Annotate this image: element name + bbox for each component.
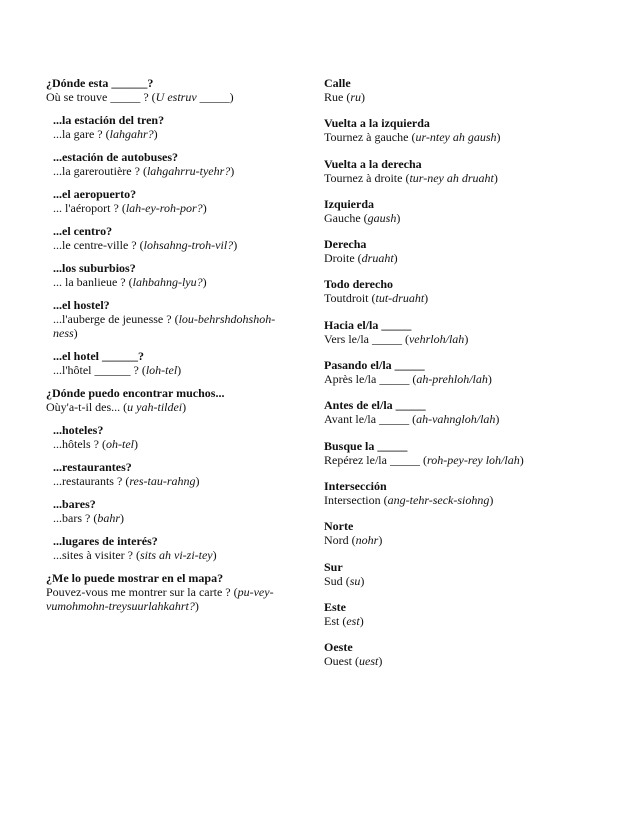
spanish-phrase: Calle: [324, 76, 351, 90]
french-phrase: ...le centre-ville ?: [53, 238, 137, 252]
spanish-phrase: Derecha: [324, 237, 367, 252]
french-phrase: Droite: [324, 251, 355, 266]
pronunciation: res-tau-rahng: [129, 474, 196, 488]
phrase-entry: [46, 224, 286, 252]
french-translation-line: Tournez à gauche (ur-ntey ah gaush): [324, 130, 501, 145]
spanish-phrase: ¿Dónde esta ______?: [46, 76, 154, 90]
spanish-phrase: Vuelta a la derecha: [324, 156, 422, 171]
french-translation-line: Gauche (gaush): [324, 210, 401, 225]
pronunciation: lahgahrru-tyehr?: [146, 164, 231, 178]
phrase-entry: [46, 571, 286, 613]
french-translation-line: Pouvez-vous me montrer sur la carte ? (pu-vey-vumohmohn-treysuurlahkahrt?): [46, 585, 274, 613]
french-phrase: ...bars ?: [53, 511, 91, 525]
pronunciation: lahbahng-lyu?: [132, 275, 203, 289]
spanish-phrase: Pasando el/la _____: [324, 358, 425, 373]
spanish-phrase: Hacia el/la _____: [324, 317, 412, 332]
french-phrase: ... l'aéroport ?: [53, 201, 119, 215]
pronunciation: ur-ntey ah gaush: [415, 130, 497, 145]
spanish-phrase: Antes de el/la _____: [324, 398, 426, 413]
french-translation-line: ... la banlieue ? (lahbahng-lyu?): [53, 275, 207, 289]
phrase-entry: [324, 479, 564, 507]
spanish-phrase: Este: [324, 599, 346, 614]
pronunciation: bahr: [97, 511, 120, 525]
french-phrase: ...la gare ?: [53, 127, 103, 141]
french-translation-line: Ouest (uest): [324, 654, 383, 669]
phrase-entry: [324, 116, 564, 144]
pronunciation: su: [349, 573, 361, 588]
pronunciation: ah-prehloh/lah: [416, 372, 488, 387]
french-translation-line: ...restaurants ? (res-tau-rahng): [53, 474, 200, 488]
phrase-entry: [324, 237, 564, 265]
spanish-phrase: ...restaurantes?: [53, 460, 132, 474]
phrase-entry: [46, 460, 286, 488]
left-column: [46, 76, 286, 622]
french-phrase: Tournez à droite: [324, 170, 403, 185]
spanish-phrase: Norte: [324, 519, 354, 534]
pronunciation: uest: [359, 654, 379, 669]
french-translation-line: ...la gare ? (lahgahr?): [53, 127, 158, 141]
french-phrase: Avant le/la _____: [324, 412, 410, 427]
french-phrase: Où se trouve _____ ?: [46, 90, 149, 104]
phrase-entry: [46, 150, 286, 178]
french-phrase: Nord: [324, 533, 349, 548]
french-translation-line: Repérez le/la _____ (roh-pey-rey loh/lah): [324, 452, 524, 467]
pronunciation: ru: [350, 90, 362, 104]
french-phrase: Gauche: [324, 210, 361, 225]
french-phrase: Après le/la _____: [324, 372, 410, 387]
phrase-entry: [46, 76, 286, 104]
french-translation-line: Sud (su): [324, 573, 365, 588]
pronunciation: lahgahr?: [109, 127, 154, 141]
french-translation-line: Toutdroit (tut-druaht): [324, 291, 429, 306]
pronunciation: roh-pey-rey loh/lah: [426, 452, 520, 467]
phrase-entry: [324, 600, 564, 628]
french-phrase: Est: [324, 613, 340, 628]
french-translation-line: Droite (druaht): [324, 251, 398, 266]
spanish-phrase: Todo derecho: [324, 277, 394, 292]
french-phrase: ...restaurants ?: [53, 474, 123, 488]
spanish-phrase: ...el hotel ______?: [53, 349, 144, 363]
phrase-entry: [324, 358, 564, 386]
french-phrase: Repérez le/la _____: [324, 452, 420, 467]
phrase-entry: [324, 398, 564, 426]
french-translation-line: ... l'aéroport ? (lah-ey-roh-por?): [53, 201, 207, 215]
french-phrase: ... la banlieue ?: [53, 275, 126, 289]
spanish-phrase: ...hoteles?: [53, 423, 104, 437]
french-phrase: Tournez à gauche: [324, 130, 409, 145]
pronunciation: tur-ney ah druaht: [409, 170, 494, 185]
spanish-phrase: Vuelta a la izquierda: [324, 116, 430, 131]
phrase-entry: [324, 640, 564, 668]
french-phrase: Ouest: [324, 654, 352, 669]
french-translation-line: ...hôtels ? (oh-tel): [53, 437, 138, 451]
french-phrase: Vers le/la _____: [324, 331, 402, 346]
french-translation-line: ...le centre-ville ? (lohsahng-troh-vil?): [53, 238, 238, 252]
spanish-phrase: ...los suburbios?: [53, 261, 136, 275]
pronunciation: lah-ey-roh-por?: [125, 201, 203, 215]
pronunciation: nohr: [355, 533, 379, 548]
french-translation-line: Après le/la _____ (ah-prehloh/lah): [324, 372, 492, 387]
phrase-entry: [46, 261, 286, 289]
phrase-entry: [46, 497, 286, 525]
french-translation-line: ...bars ? (bahr): [53, 511, 124, 525]
right-column: [324, 76, 564, 680]
spanish-phrase: Intersección: [324, 478, 387, 493]
phrase-entry: [324, 439, 564, 467]
french-phrase: Pouvez-vous me montrer sur la carte ?: [46, 585, 231, 599]
spanish-phrase: ...el hostel?: [53, 298, 110, 312]
french-phrase: Sud: [324, 573, 343, 588]
french-phrase: ...hôtels ?: [53, 437, 99, 451]
phrase-entry: [324, 318, 564, 346]
phrase-entry: [324, 277, 564, 305]
french-translation-line: Tournez à droite (tur-ney ah druaht): [324, 170, 498, 185]
phrase-entry: [324, 157, 564, 185]
phrase-entry: [46, 423, 286, 451]
pronunciation: tut-druaht: [375, 291, 425, 306]
pronunciation: loh-tel: [145, 363, 178, 377]
french-phrase: ...l'auberge de jeunesse ?: [53, 312, 172, 326]
phrase-entry: [324, 76, 564, 104]
phrase-entry: [46, 534, 286, 562]
french-translation-line: Rue (ru): [324, 90, 366, 104]
spanish-phrase: Sur: [324, 559, 343, 574]
pronunciation: ah-vahngloh/lah: [416, 412, 496, 427]
french-translation-line: ...la gareroutière ? (lahgahrru-tyehr?): [53, 164, 235, 178]
french-phrase: Rue: [324, 90, 344, 104]
pronunciation: vehrloh/lah: [408, 331, 465, 346]
phrase-entry: [324, 519, 564, 547]
spanish-phrase: Oeste: [324, 640, 353, 655]
french-phrase: Oùy'a-t-il des...: [46, 400, 121, 414]
spanish-phrase: ¿Dónde puedo encontrar muchos...: [46, 386, 225, 400]
french-translation-line: Vers le/la _____ (vehrloh/lah): [324, 331, 469, 346]
phrase-entry: [46, 113, 286, 141]
french-translation-line: Est (est): [324, 613, 364, 628]
pronunciation: U estruv _____: [155, 90, 230, 104]
pronunciation: pu-vey-vumohmohn-treysuurlahkahrt?: [46, 585, 274, 613]
pronunciation: gaush: [367, 210, 397, 225]
pronunciation: u yah-tildei: [127, 400, 183, 414]
pronunciation: est: [346, 613, 360, 628]
spanish-phrase: ...bares?: [53, 497, 96, 511]
spanish-phrase: Izquierda: [324, 196, 375, 211]
french-phrase: ...la gareroutière ?: [53, 164, 140, 178]
french-translation-line: Oùy'a-t-il des... (u yah-tildei): [46, 400, 187, 414]
phrase-entry: [324, 197, 564, 225]
french-phrase: Intersection: [324, 492, 381, 507]
spanish-phrase: ...estación de autobuses?: [53, 150, 179, 164]
spanish-phrase: ...el centro?: [53, 224, 113, 238]
pronunciation: oh-tel: [106, 437, 134, 451]
french-translation-line: Nord (nohr): [324, 533, 383, 548]
phrase-entry: [324, 560, 564, 588]
phrase-entry: [46, 298, 286, 340]
french-translation-line: Avant le/la _____ (ah-vahngloh/lah): [324, 412, 500, 427]
french-translation-line: Intersection (ang-tehr-seck-siohng): [324, 492, 494, 507]
spanish-phrase: ...la estación del tren?: [53, 113, 165, 127]
spanish-phrase: ...lugares de interés?: [53, 534, 158, 548]
phrase-entry: [46, 349, 286, 377]
phrase-entry: [46, 187, 286, 215]
french-phrase: ...sites à visiter ?: [53, 548, 133, 562]
french-phrase: ...l'hôtel ______ ?: [53, 363, 139, 377]
french-translation-line: Où se trouve _____ ? (U estruv _____): [46, 90, 234, 104]
french-translation-line: ...sites à visiter ? (sits ah vi-zi-tey): [53, 548, 217, 562]
spanish-phrase: ¿Me lo puede mostrar en el mapa?: [46, 571, 224, 585]
french-translation-line: ...l'auberge de jeunesse ? (lou-behrshdohshoh-ness): [53, 312, 276, 340]
pronunciation: lohsahng-troh-vil?: [143, 238, 234, 252]
pronunciation: lou-behrshdohshoh-ness: [53, 312, 276, 340]
pronunciation: sits ah vi-zi-tey: [139, 548, 213, 562]
french-translation-line: ...l'hôtel ______ ? (loh-tel): [53, 363, 182, 377]
phrase-entry: [46, 386, 286, 414]
pronunciation: druaht: [361, 251, 394, 266]
spanish-phrase: Busque la _____: [324, 438, 408, 453]
pronunciation: ang-tehr-seck-siohng: [387, 492, 490, 507]
french-phrase: Toutdroit: [324, 291, 369, 306]
spanish-phrase: ...el aeropuerto?: [53, 187, 137, 201]
